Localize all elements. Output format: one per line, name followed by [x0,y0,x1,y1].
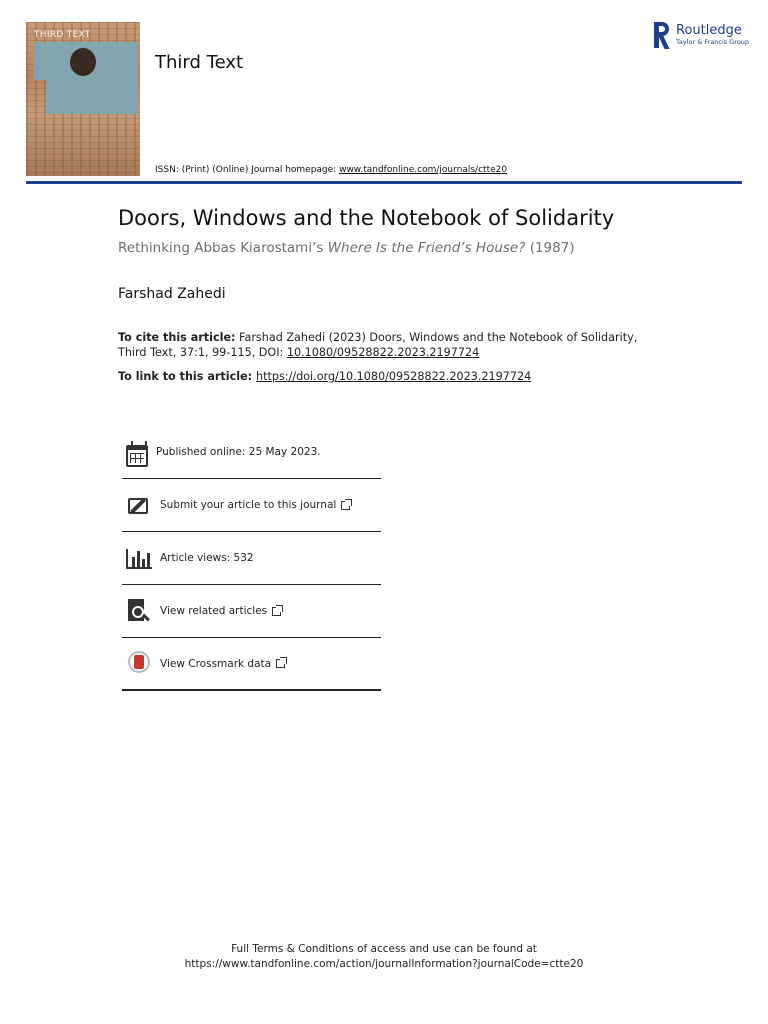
journal-name: Third Text [155,52,244,73]
info-submit-article[interactable] [122,479,381,532]
header-divider [26,181,742,184]
crossmark-icon [126,651,152,677]
subtitle-prefix: Rethinking Abbas Kiarostami’s [118,240,328,256]
citation-doi-link[interactable]: 10.1080/09528822.2023.2197724 [286,346,480,359]
journal-cover-image [26,22,140,176]
footer-line-1: Full Terms & Conditions of access and use can be found at [231,943,537,955]
published-date-text: Published online: 25 May 2023. [156,446,321,458]
submit-article-link[interactable]: Submit your article to this journal [160,499,337,511]
external-link-icon [276,659,285,668]
info-article-views [122,532,381,585]
article-info-list [122,426,381,691]
article-link-block [118,370,531,383]
pencil-icon [126,492,152,518]
article-subtitle [118,240,575,256]
issn-line [155,165,507,175]
crossmark-link[interactable]: View Crossmark data [160,657,272,670]
article-link-label: To link to this article: [118,370,256,383]
article-title: Doors, Windows and the Notebook of Solidarity [118,206,615,230]
publisher-name: Routledge [676,23,742,39]
subtitle-suffix: (1987) [525,240,575,256]
citation-label: To cite this article: [118,331,236,344]
cover-hole [70,48,96,76]
article-views-text: Article views: 532 [160,552,254,564]
bar-chart-icon [126,545,152,571]
publisher-logo [654,22,749,48]
routledge-logo-icon [654,22,670,48]
terms-footer [0,942,768,972]
calendar-icon [126,445,148,467]
info-published [122,426,381,479]
info-crossmark[interactable] [122,638,381,691]
cover-title: THIRD TEXT [34,30,91,40]
subtitle-film-title: Where Is the Friend’s House? [327,240,526,256]
related-articles-link[interactable]: View related articles [160,605,268,617]
external-link-icon [272,607,281,616]
cover-blue-band [46,80,138,114]
citation-text: Farshad Zahedi (2023) Doors, Windows and the Notebook of Solidarity, Third Text, 37:1, 99-115, DOI: [118,331,638,359]
footer-terms-url[interactable]: https://www.tandfonline.com/action/journalInformation?journalCode=ctte20 [184,958,584,970]
info-related-articles[interactable] [122,585,381,638]
magnifier-icon [126,598,152,624]
publisher-subtitle: Taylor & Francis Group [676,38,750,47]
external-link-icon [341,501,350,510]
article-doi-url-link[interactable]: https://doi.org/10.1080/09528822.2023.2197724 [256,370,532,383]
issn-text: ISSN: (Print) (Online) Journal homepage: [155,165,340,175]
journal-homepage-link[interactable]: www.tandfonline.com/journals/ctte20 [339,165,508,175]
citation-block [118,330,638,360]
article-author: Farshad Zahedi [118,286,226,302]
